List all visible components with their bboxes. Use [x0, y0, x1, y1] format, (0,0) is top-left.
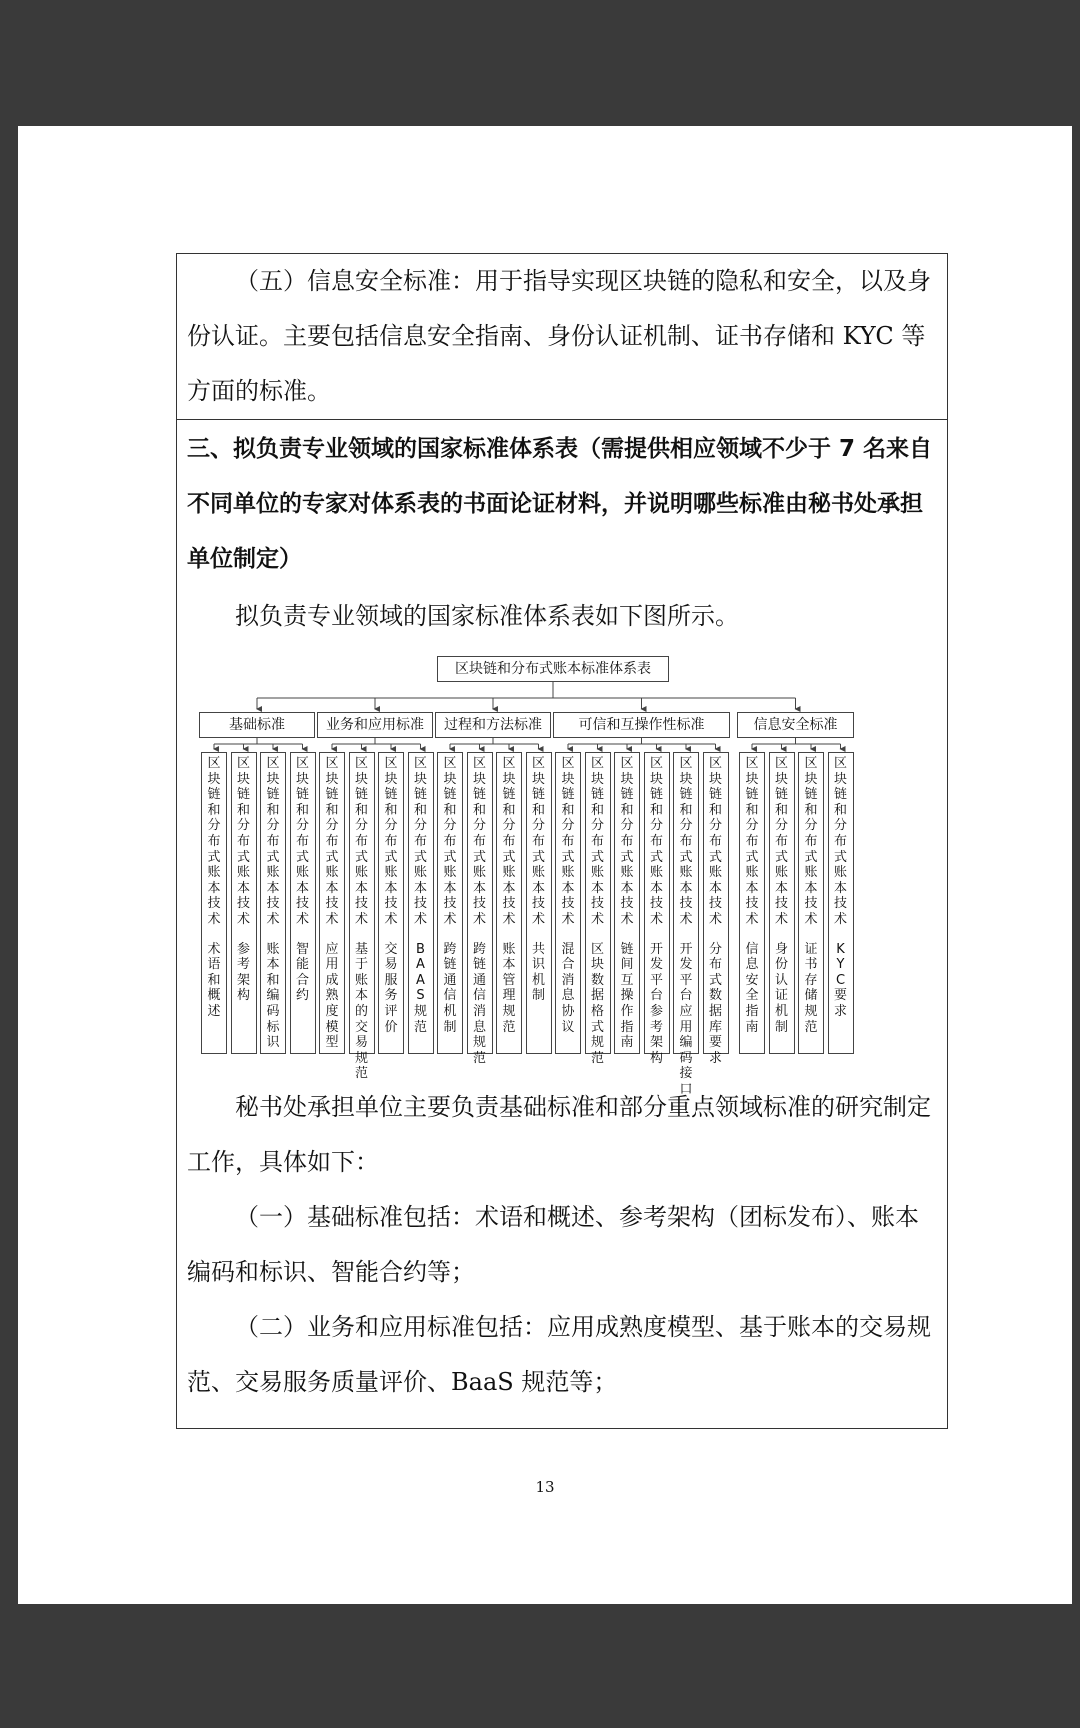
leaf-name-text: 信息安全指南: [745, 941, 759, 1035]
leaf-name-text: 术语和概述: [207, 941, 221, 1019]
leaf-name-text: 分布式数据库要求: [708, 941, 722, 1066]
diagram-root-box: 区块链和分布式账本标准体系表: [437, 656, 669, 682]
standards-system-diagram: [197, 656, 927, 1097]
leaf-prefix-text: 区块链和分布式账本技术: [774, 756, 788, 927]
category-basic: 基础标准: [199, 712, 315, 738]
leaf-prefix-text: 区块链和分布式账本技术: [708, 756, 722, 927]
leaf-name-text: 证书存储规范: [804, 941, 818, 1035]
leaf-name-text: 基于账本的交易规范: [354, 941, 368, 1082]
category-information-security: 信息安全标准: [737, 712, 854, 738]
leaf-standard-3-2: [614, 752, 640, 1054]
leaf-prefix-text: 区块链和分布式账本技术: [295, 756, 309, 927]
leaf-name-text: KYC要求: [833, 941, 847, 1019]
section-three-intro: 拟负责专业领域的国家标准体系表如下图所示。: [235, 602, 739, 630]
leaf-name-text: 跨链通信机制: [443, 941, 457, 1035]
leaf-standard-0-3: [290, 752, 316, 1054]
leaf-prefix-text: 区块链和分布式账本技术: [236, 756, 250, 927]
leaf-prefix-text: 区块链和分布式账本技术: [266, 756, 280, 927]
category-trust-interoperability: 可信和互操作性标准: [553, 712, 730, 738]
leaf-prefix-text: 区块链和分布式账本技术: [745, 756, 759, 927]
leaf-standard-1-0: [319, 752, 345, 1054]
leaf-prefix-text: 区块链和分布式账本技术: [531, 756, 545, 927]
leaf-name-text: 参考架构: [236, 941, 250, 1004]
leaf-prefix-text: 区块链和分布式账本技术: [804, 756, 818, 927]
leaf-standard-0-2: [260, 752, 286, 1054]
section-three-heading: 三、拟负责专业领域的国家标准体系表（需提供相应领域不少于 7 名来自不同单位的专家对体系表的书面论证材料，并说明哪些标准由秘书处承担单位制定）: [187, 436, 933, 572]
leaf-prefix-text: 区块链和分布式账本技术: [620, 756, 634, 927]
leaf-prefix-text: 区块链和分布式账本技术: [502, 756, 516, 927]
body-paragraph-1: 秘书处承担单位主要负责基础标准和部分重点领域标准的研究制定工作，具体如下：: [187, 1093, 931, 1176]
leaf-prefix-text: 区块链和分布式账本技术: [413, 756, 427, 927]
category-process-method: 过程和方法标准: [435, 712, 551, 738]
leaf-standard-4-0: [739, 752, 765, 1054]
leaf-standard-1-3: [408, 752, 434, 1054]
leaf-name-text: BAAS规范: [413, 941, 427, 1035]
leaf-name-text: 区块数据格式规范: [590, 941, 604, 1066]
leaf-name-text: 账本管理规范: [502, 941, 516, 1035]
leaf-name-text: 开发平台应用编码接口: [679, 941, 693, 1097]
leaf-name-text: 应用成熟度模型: [325, 941, 339, 1051]
leaf-prefix-text: 区块链和分布式账本技术: [561, 756, 575, 927]
leaf-standard-0-1: [231, 752, 257, 1054]
leaf-standard-3-5: [703, 752, 729, 1066]
leaf-standard-2-0: [437, 752, 463, 1054]
page-number: 13: [535, 1478, 555, 1496]
leaf-name-text: 混合消息协议: [561, 941, 575, 1035]
body-paragraph-2: （一）基础标准包括：术语和概述、参考架构（团标发布）、账本编码和标识、智能合约等；: [187, 1203, 919, 1286]
leaf-name-text: 开发平台参考架构: [649, 941, 663, 1066]
leaf-standard-3-0: [555, 752, 581, 1054]
section-five-block: [177, 254, 947, 420]
leaf-standard-1-1: [349, 752, 375, 1082]
leaf-standard-4-3: [828, 752, 854, 1054]
leaf-standard-4-2: [798, 752, 824, 1054]
leaf-prefix-text: 区块链和分布式账本技术: [207, 756, 221, 927]
leaf-standard-3-1: [585, 752, 611, 1066]
leaf-standard-4-1: [769, 752, 795, 1054]
content-frame: [176, 253, 948, 1429]
leaf-standard-2-1: [467, 752, 493, 1066]
leaf-name-text: 智能合约: [295, 941, 309, 1004]
leaf-name-text: 交易服务评价: [384, 941, 398, 1035]
section-five-paragraph: （五）信息安全标准：用于指导实现区块链的隐私和安全，以及身份认证。主要包括信息安全指南、身份认证机制、证书存储和 KYC 等方面的标准。: [187, 267, 931, 405]
leaf-standard-0-0: [201, 752, 227, 1054]
leaf-prefix-text: 区块链和分布式账本技术: [833, 756, 847, 927]
leaf-standard-3-4: [673, 752, 699, 1097]
leaf-prefix-text: 区块链和分布式账本技术: [679, 756, 693, 927]
leaf-standard-2-3: [526, 752, 552, 1054]
leaf-standard-2-2: [496, 752, 522, 1054]
leaf-name-text: 共识机制: [531, 941, 545, 1004]
leaf-prefix-text: 区块链和分布式账本技术: [354, 756, 368, 927]
leaf-name-text: 账本和编码标识: [266, 941, 280, 1051]
leaf-prefix-text: 区块链和分布式账本技术: [649, 756, 663, 927]
leaf-prefix-text: 区块链和分布式账本技术: [472, 756, 486, 927]
body-paragraph-3: （二）业务和应用标准包括：应用成熟度模型、基于账本的交易规范、交易服务质量评价、BaaS 规范等；: [187, 1313, 931, 1396]
leaf-name-text: 跨链通信消息规范: [472, 941, 486, 1066]
leaf-name-text: 身份认证机制: [774, 941, 788, 1035]
document-page: [18, 126, 1072, 1604]
category-business-application: 业务和应用标准: [317, 712, 433, 738]
leaf-standard-3-3: [644, 752, 670, 1066]
leaf-prefix-text: 区块链和分布式账本技术: [325, 756, 339, 927]
leaf-standard-1-2: [378, 752, 404, 1054]
leaf-prefix-text: 区块链和分布式账本技术: [384, 756, 398, 927]
leaf-prefix-text: 区块链和分布式账本技术: [590, 756, 604, 927]
leaf-prefix-text: 区块链和分布式账本技术: [443, 756, 457, 927]
leaf-name-text: 链间互操作指南: [620, 941, 634, 1051]
